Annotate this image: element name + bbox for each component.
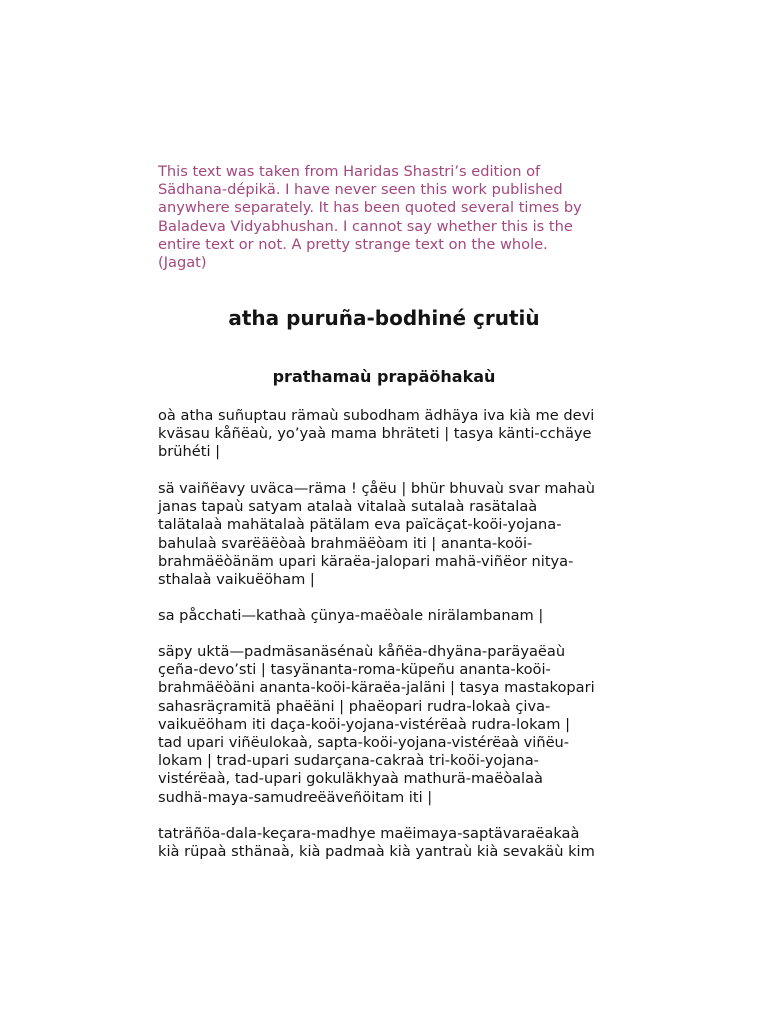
text-line: sahasräçramitä phaëäni | phaëopari rudra-lokaà çiva- [158, 697, 551, 715]
intro-line: anywhere separately. It has been quoted several times by [158, 199, 582, 217]
text-line: çeña-devo’sti | tasyänanta-roma-küpeñu ananta-koöi- [158, 661, 551, 679]
text-line: janas tapaù satyam atalaà vitalaà sutalaà rasätalaà [158, 498, 538, 516]
text-line: brahmäëòänäm upari käraëa-jalopari mahä-viñëor nitya- [158, 552, 574, 570]
intro-line: entire text or not. A pretty strange text on the whole. [158, 235, 548, 253]
paragraph [158, 407, 748, 462]
text-line: sa påcchati—kathaà çünya-maëòale nirälambanam | [158, 607, 544, 624]
text-line: sthalaà vaikuëöham | [158, 570, 315, 588]
text-line: taträñöa-dala-keçara-madhye maëimaya-saptävaraëakaà [158, 825, 580, 842]
text-line: talätalaà mahätalaà pätälam eva païcäçat-koöi-yojana- [158, 516, 562, 534]
text-line: säpy uktä—padmäsanäsénaù kåñëa-dhyäna-paräyaëaù [158, 643, 566, 660]
paragraph [158, 607, 748, 625]
text-line: oà atha suñuptau rämaù subodham ädhäya iva kià me devi [158, 407, 595, 424]
document-title: atha puruña-bodhiné çrutiù [228, 306, 540, 330]
intro-note [158, 163, 748, 272]
text-line: vistérëaà, tad-upari gokuläkhyaà mathurä-maëòalaà [158, 770, 544, 788]
paragraph [158, 825, 748, 861]
intro-line: This text was taken from Haridas Shastri’s edition of [158, 163, 541, 180]
text-line: vaikuëöham iti daça-koöi-yojana-vistérëaà rudra-lokam | [158, 715, 571, 733]
section-title: prathamaù prapäöhakaù [272, 367, 496, 386]
text-line: lokam | trad-upari sudarçana-cakraà tri-koöi-yojana- [158, 752, 539, 770]
paragraph [158, 480, 748, 589]
intro-line: Baladeva Vidyabhushan. I cannot say whether this is the [158, 217, 573, 235]
text-line: sudhä-maya-samudreëäveñöitam iti | [158, 788, 433, 806]
text-line: sä vaiñëavy uväca—räma ! çåëu | bhür bhuvaù svar mahaù [158, 480, 595, 497]
text-line: bahulaà svarëäëòaà brahmäëòam iti | ananta-koöi- [158, 534, 533, 552]
text-line: kväsau kåñëaù, yo’yaà mama bhräteti | tasya känti-cchäye [158, 425, 592, 443]
text-line: kià rüpaà sthänaà, kià padmaà kià yantraù kià sevakäù kim [158, 843, 595, 861]
paragraph [158, 643, 748, 807]
text-line: brühéti | [158, 443, 221, 461]
intro-line: Sädhana-dépikä. I have never seen this work published [158, 181, 563, 199]
text-line: brahmäëòäni ananta-koöi-käraëa-jaläni | tasya mastakopari [158, 679, 595, 697]
intro-line: (Jagat) [158, 253, 207, 271]
text-line: tad upari viñëulokaà, sapta-koöi-yojana-vistérëaà viñëu- [158, 733, 570, 751]
